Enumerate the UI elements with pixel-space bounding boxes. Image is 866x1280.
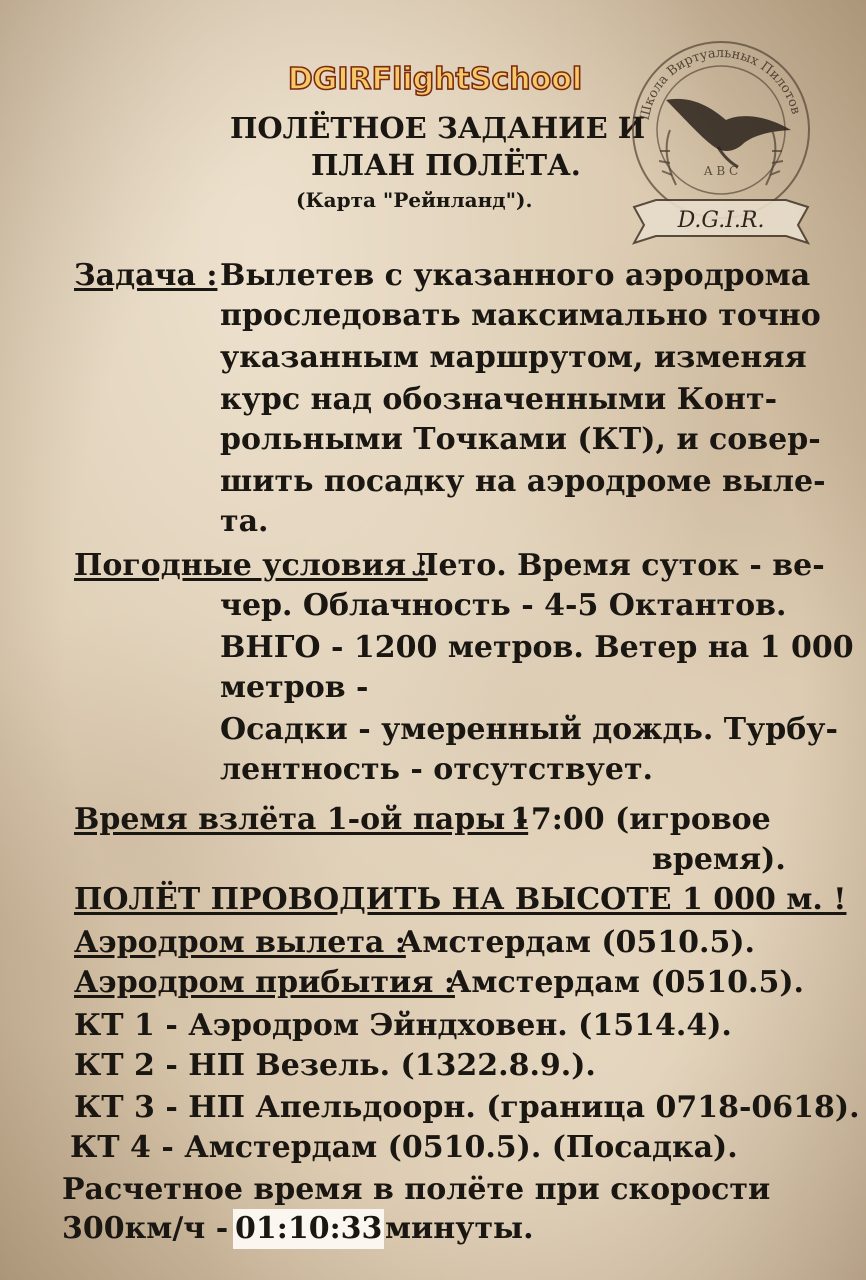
- school-brand-title: DGIRFlightSchool: [287, 62, 583, 97]
- weather-text-line: метров -: [220, 670, 369, 705]
- task-text-line: шить посадку на аэродроме выле-: [220, 464, 826, 499]
- school-emblem-icon: [626, 35, 816, 250]
- weather-text-line: Осадки - умеренный дождь. Турбу-: [220, 712, 838, 747]
- estimated-time-unit: минуты.: [385, 1211, 534, 1246]
- checkpoint-item: КТ 2 - НП Везель. (1322.8.9.).: [74, 1048, 596, 1083]
- task-label: Задача :: [74, 258, 218, 293]
- weather-text-line: ВНГО - 1200 метров. Ветер на 1 000: [220, 630, 854, 665]
- checkpoint-item: КТ 1 - Аэродром Эйндховен. (1514.4).: [74, 1008, 732, 1043]
- weather-text-line: чер. Облачность - 4-5 Октантов.: [220, 588, 787, 623]
- task-text-line: указанным маршрутом, изменяя: [220, 340, 807, 375]
- checkpoint-item: КТ 3 - НП Апельдоорн. (граница 0718-0618).: [74, 1090, 860, 1125]
- document-title-line1: ПОЛЁТНОЕ ЗАДАНИЕ И: [230, 111, 646, 145]
- arrival-airfield-value: Амстердам (0510.5).: [447, 965, 804, 1000]
- task-text-line: Вылетев с указанного аэродрома: [220, 258, 811, 293]
- emblem-banner-text: D.G.I.R.: [677, 208, 765, 233]
- altitude-instruction: ПОЛЁТ ПРОВОДИТЬ НА ВЫСОТЕ 1 000 м. !: [74, 882, 847, 917]
- takeoff-time-value: 17:00 (игровое: [510, 802, 771, 837]
- departure-airfield-value: Амстердам (0510.5).: [398, 925, 755, 960]
- task-text-line: курс над обозначенными Конт-: [220, 382, 778, 417]
- document-title-line2: ПЛАН ПОЛЁТА.: [311, 148, 581, 182]
- task-text-line: та.: [220, 504, 269, 539]
- takeoff-time-value-cont: время).: [652, 842, 786, 877]
- takeoff-time-label: Время взлёта 1-ой пары -: [74, 802, 529, 837]
- estimated-time-text: Расчетное время в полёте при скорости: [62, 1172, 771, 1207]
- checkpoint-item: КТ 4 - Амстердам (0510.5). (Посадка).: [70, 1130, 738, 1165]
- weather-text-line: лентность - отсутствует.: [220, 752, 653, 787]
- weather-label: Погодные условия :: [74, 548, 428, 583]
- estimated-time-value: 01:10:33: [233, 1209, 384, 1249]
- weather-text-line: Лето. Время суток - ве-: [412, 548, 825, 583]
- task-text-line: рольными Точками (КТ), и совер-: [220, 422, 821, 457]
- estimated-speed-text: 300км/ч -: [62, 1211, 229, 1246]
- arrival-airfield-label: Аэродром прибытия :: [74, 965, 455, 1000]
- departure-airfield-label: Аэродром вылета :: [74, 925, 406, 960]
- task-text-line: проследовать максимально точно: [220, 298, 821, 333]
- map-subtitle: (Карта "Рейнланд").: [296, 188, 533, 212]
- emblem-letters: A B C: [703, 164, 739, 178]
- emblem-ring-text: Школа Виртуальных Пилотов: [637, 45, 804, 122]
